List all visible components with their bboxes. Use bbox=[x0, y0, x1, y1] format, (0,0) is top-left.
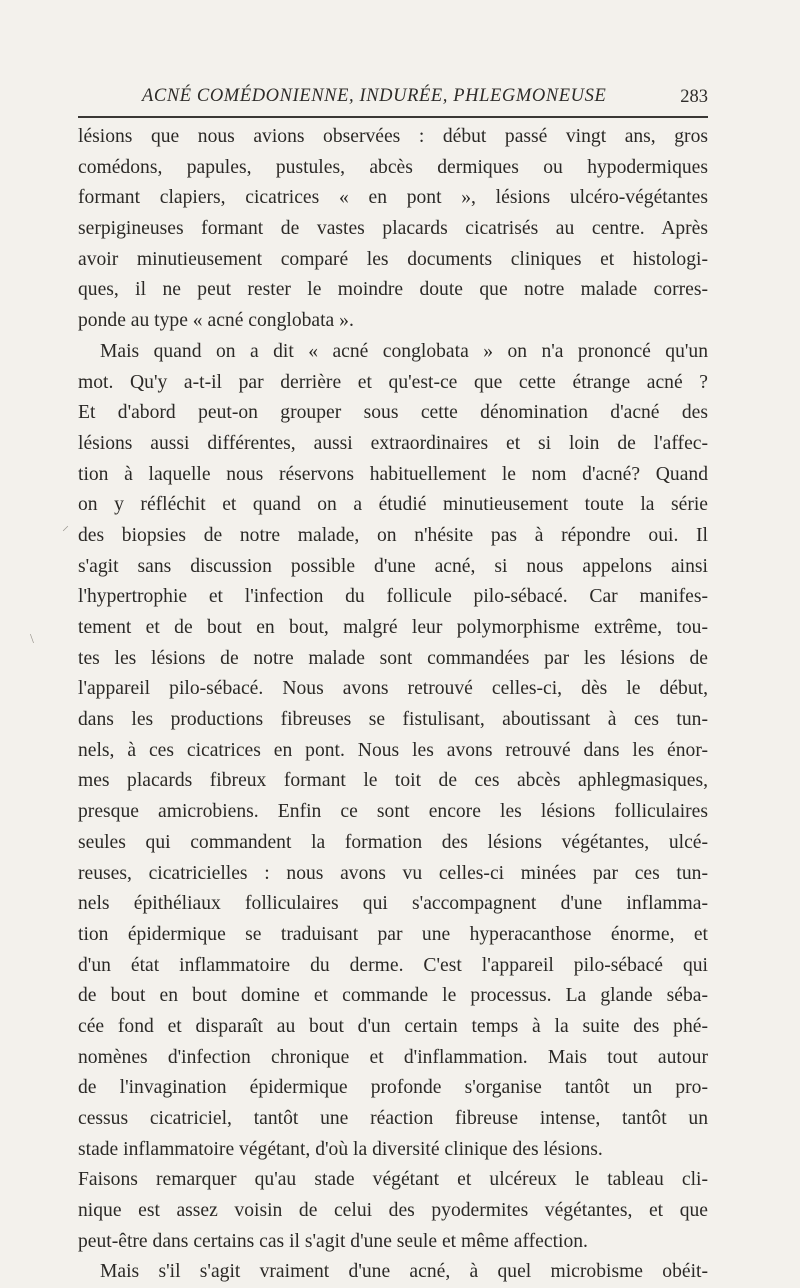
margin-mark: \ bbox=[30, 632, 34, 647]
text-line: on y réfléchit et quand on a étudié minutieusement toute la série bbox=[78, 494, 708, 516]
running-head bbox=[78, 80, 708, 114]
text-line: lésions aussi différentes, aussi extraordinaires et si loin de l'affec- bbox=[78, 432, 708, 454]
page-number: 283 bbox=[680, 87, 708, 107]
margin-mark: ⸝ bbox=[62, 519, 69, 534]
text-line: dans les productions fibreuses se fistulisant, aboutissant à ces tun- bbox=[78, 709, 708, 731]
text-line: de bout en bout domine et commande le processus. La glande séba- bbox=[78, 985, 708, 1007]
text-line: tion épidermique se traduisant par une hyperacanthose énorme, et bbox=[78, 923, 708, 945]
text-line: cée fond et disparaît au bout d'un certain temps à la suite des phé- bbox=[78, 1015, 708, 1037]
text-line: tes les lésions de notre malade sont commandées par les lésions de bbox=[78, 647, 708, 669]
text-line: de l'invagination épidermique profonde s'organise tantôt un pro- bbox=[78, 1077, 708, 1099]
text-line: ques, il ne peut rester le moindre doute que notre malade corres- bbox=[78, 279, 708, 301]
text-line: Faisons remarquer qu'au stade végétant et ulcéreux le tableau cli- bbox=[78, 1169, 708, 1191]
text-line: mot. Qu'y a-t-il par derrière et qu'est-ce que cette étrange acné ? bbox=[78, 371, 708, 393]
text-line: cessus cicatriciel, tantôt une réaction fibreuse intense, tantôt un bbox=[78, 1108, 708, 1129]
text-line-paragraph-start: Mais quand on a dit « acné conglobata » on n'a prononcé qu'un bbox=[100, 340, 708, 362]
text-line: nomènes d'infection chronique et d'inflammation. Mais tout autour bbox=[78, 1046, 708, 1068]
text-line: stade inflammatoire végétant, d'où la diversité clinique des lésions. bbox=[78, 1138, 603, 1160]
text-line: nels, à ces cicatrices en pont. Nous les avons retrouvé dans les énor- bbox=[78, 739, 708, 761]
text-line: ponde au type « acné conglobata ». bbox=[78, 310, 354, 332]
text-line: reuses, cicatricielles : nous avons vu celles-ci minées par ces tun- bbox=[78, 862, 708, 884]
text-line: nique est assez voisin de celui des pyodermites végétantes, et que bbox=[78, 1200, 708, 1222]
text-line: presque amicrobiens. Enfin ce sont encore les lésions folliculaires bbox=[78, 801, 708, 823]
text-line: lésions que nous avions observées : début passé vingt ans, gros bbox=[78, 126, 708, 147]
text-line: l'hypertrophie et l'infection du follicule pilo-sébacé. Car manifes- bbox=[78, 586, 708, 608]
text-line: d'un état inflammatoire du derme. C'est l'appareil pilo-sébacé qui bbox=[78, 954, 708, 976]
text-line: serpigineuses formant de vastes placards cicatrisés au centre. Après bbox=[78, 218, 708, 240]
text-line: Et d'abord peut-on grouper sous cette dénomination d'acné des bbox=[78, 402, 708, 424]
body-text bbox=[78, 122, 708, 1288]
text-line: peut-être dans certains cas il s'agit d'une seule et même affection. bbox=[78, 1230, 588, 1252]
text-line: comédons, papules, pustules, abcès dermiques ou hypodermiques bbox=[78, 156, 708, 178]
header-rule bbox=[78, 116, 708, 118]
text-line: mes placards fibreux formant le toit de ces abcès aphlegmasiques, bbox=[78, 770, 708, 792]
text-line: avoir minutieusement comparé les documents cliniques et histologi- bbox=[78, 248, 708, 270]
running-title: ACNÉ COMÉDONIENNE, INDURÉE, PHLEGMONEUSE bbox=[142, 86, 607, 106]
text-line: tement et de bout en bout, malgré leur polymorphisme extrême, tou- bbox=[78, 617, 708, 638]
text-line: tion à laquelle nous réservons habituellement le nom d'acné? Quand bbox=[78, 463, 708, 485]
text-line: des biopsies de notre malade, on n'hésite pas à répondre oui. Il bbox=[78, 524, 708, 546]
text-line: s'agit sans discussion possible d'une acné, si nous appelons ainsi bbox=[78, 555, 708, 577]
text-line: seules qui commandent la formation des lésions végétantes, ulcé- bbox=[78, 831, 708, 853]
text-line: formant clapiers, cicatrices « en pont », lésions ulcéro-végétantes bbox=[78, 187, 708, 209]
text-line-paragraph-start: Mais s'il s'agit vraiment d'une acné, à quel microbisme obéit- bbox=[100, 1261, 708, 1283]
text-line: l'appareil pilo-sébacé. Nous avons retrouvé celles-ci, dès le début, bbox=[78, 678, 708, 700]
text-line: nels épithéliaux folliculaires qui s'accompagnent d'une inflamma- bbox=[78, 893, 708, 915]
